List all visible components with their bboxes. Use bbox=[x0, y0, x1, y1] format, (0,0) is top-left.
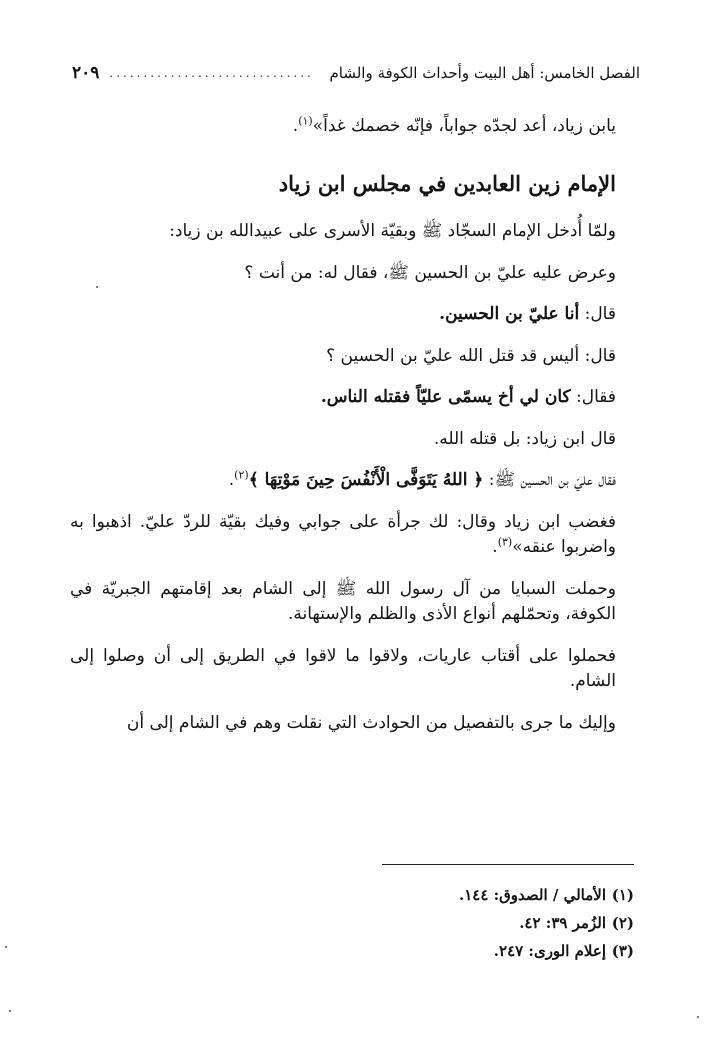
paragraph: قال: أليس قد قتل الله عليّ بن الحسين ؟ bbox=[326, 345, 616, 366]
footnote-number: (٣) bbox=[611, 941, 634, 960]
running-title: الفصل الخامس: أهل البيت وأحداث الكوفة والشام bbox=[329, 64, 640, 82]
scan-speck bbox=[9, 1010, 11, 1012]
paragraph-dialogue bbox=[70, 385, 616, 411]
paragraph-dialogue bbox=[70, 302, 616, 328]
footnote-number: (٢) bbox=[611, 913, 634, 932]
page-number: ٢٠٩ bbox=[72, 63, 100, 83]
scan-speck bbox=[5, 946, 7, 948]
running-header bbox=[72, 60, 640, 86]
paragraph: وعرض عليه عليّ بن الحسين ﷺ، فقال له: من أنت ؟ bbox=[244, 262, 616, 283]
paragraph: وحملت السبايا من آل رسول الله ﷺ إلى الشام بعد إقامتهم الجبريّة في الكوفة، وتحمّلهم أنواع الأذى والظلم والإستهانة. bbox=[70, 578, 616, 624]
scan-speck bbox=[96, 286, 98, 288]
paragraph-quran bbox=[70, 468, 616, 494]
paragraph-end-mark: . bbox=[292, 116, 299, 136]
paragraph-text: فغضب ابن زياد وقال: لك جرأة على جوابي وفيك بقيّة للردّ عليّ. اذهبوا به واضربوا عنقه» bbox=[70, 511, 616, 557]
paragraph-quote-end bbox=[70, 114, 616, 140]
footnote-text: الزُمر ٣٩: ٤٢. bbox=[519, 913, 606, 932]
paragraph: وإليك ما جرى بالتفصيل من الحوادث التي نقلت وهم في الشام إلى أن bbox=[126, 712, 616, 733]
section-heading: الإمام زين العابدين في مجلس ابن زياد bbox=[278, 170, 616, 196]
leader-dots: .............................. bbox=[109, 66, 314, 80]
footnote-item bbox=[300, 910, 634, 938]
footnote-text: إعلام الورى: ٢٤٧. bbox=[493, 941, 606, 960]
footnote-item bbox=[300, 882, 634, 910]
paragraph bbox=[70, 510, 616, 561]
quran-verse: ﴿ اللهُ يَتَوَفَّى الْأَنْفُسَ حِينَ مَوْتِهَا ﴾ bbox=[248, 470, 484, 490]
footnote-ref: (٢) bbox=[234, 468, 249, 482]
paragraph: قال ابن زياد: بل قتله الله. bbox=[433, 428, 616, 449]
dialogue-bold: أنا عليّ بن الحسين. bbox=[439, 304, 580, 324]
paragraph: ولمّا أُدخل الإمام السجّاد ﷺ وبقيّة الأسرى على عبيدالله بن زياد: bbox=[169, 221, 616, 241]
dialogue-prefix: فقال عليّ بن الحسين ﷺ: bbox=[483, 470, 616, 490]
footnote-ref: (١) bbox=[298, 114, 313, 128]
footnote-divider bbox=[382, 864, 634, 865]
scan-speck bbox=[697, 1016, 699, 1018]
body-text bbox=[70, 108, 616, 752]
dialogue-bold: كان لي أخ يسمّى عليّاً فقتله الناس. bbox=[320, 387, 571, 407]
dialogue-prefix: فقال: bbox=[570, 387, 616, 407]
dialogue-prefix: قال: bbox=[579, 304, 616, 324]
paragraph: فحملوا على أقتاب عاريات، ولاقوا ما لاقوا في الطريق إلى أن وصلوا إلى الشام. bbox=[70, 645, 616, 691]
footnote-number: (١) bbox=[611, 886, 634, 904]
footnotes bbox=[300, 882, 634, 965]
footnote-ref: (٣) bbox=[497, 535, 513, 549]
paragraph-end-mark: . bbox=[492, 537, 498, 557]
footnote-text: الأمالي / الصدوق: ١٤٤. bbox=[459, 886, 606, 904]
paragraph-text: يابن زياد، أعد لجدّه جواباً، فإنّه خصمك غداً» bbox=[312, 116, 616, 136]
paragraph-end-mark: . bbox=[228, 470, 235, 490]
footnote-item bbox=[300, 938, 634, 966]
